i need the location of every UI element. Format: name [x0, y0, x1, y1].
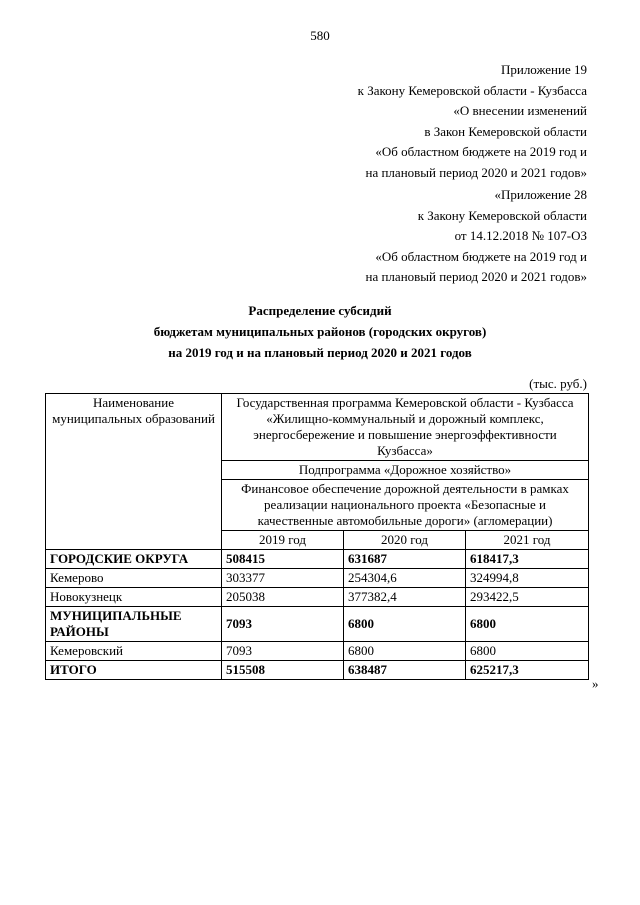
value-2020-cell: 254304,6 — [344, 569, 466, 588]
appendix-line: к Закону Кемеровской области — [417, 207, 587, 223]
header-year-2021: 2021 год — [466, 531, 589, 550]
header-row-program — [46, 394, 589, 461]
appendix-line: на плановый период 2020 и 2021 годов» — [365, 269, 587, 284]
appendix-line: к Закону Кемеровской области - Кузбасса — [357, 82, 587, 98]
title-line: бюджетам муниципальных районов (городских округов) — [153, 324, 487, 339]
value-2020-cell: 631687 — [344, 550, 466, 569]
title-line: на 2019 год и на плановый период 2020 и 2021 годов — [168, 345, 472, 360]
header-program: Государственная программа Кемеровской области - Кузбасса «Жилищно-коммунальный и дорожный комплекс, энергосбережение и повышение энергоэффективности Кузбасса» — [222, 394, 589, 461]
appendix-line: на плановый период 2020 и 2021 годов» — [365, 164, 587, 180]
units-label: (тыс. руб.) — [529, 376, 587, 391]
header-year-2019: 2019 год — [222, 531, 344, 550]
subsidy-table — [45, 393, 589, 680]
appendix-line: «Об областном бюджете на 2019 год и — [375, 144, 587, 159]
value-2020-cell: 638487 — [344, 661, 466, 680]
value-2020-cell: 6800 — [344, 642, 466, 661]
appendix-28-header — [366, 185, 588, 288]
value-2021-cell: 324994,8 — [466, 569, 589, 588]
value-2019-cell: 7093 — [222, 607, 344, 642]
document-title — [0, 300, 640, 363]
appendix-line: «Об областном бюджете на 2019 год и — [375, 248, 587, 264]
value-2019-cell: 303377 — [222, 569, 344, 588]
appendix-line: «О внесении изменений — [453, 103, 587, 118]
row-name-cell: ИТОГО — [46, 661, 222, 680]
table-row — [46, 661, 589, 680]
table-row — [46, 642, 589, 661]
header-activity: Финансовое обеспечение дорожной деятельности в рамках реализации национального проекта «Безопасные и качественные автомобильные дороги» (агломерации) — [222, 480, 589, 531]
appendix-line: от 14.12.2018 № 107-ОЗ — [454, 228, 587, 243]
value-2021-cell: 625217,3 — [466, 661, 589, 680]
value-2021-cell: 6800 — [466, 642, 589, 661]
value-2019-cell: 508415 — [222, 550, 344, 569]
appendix-19-header — [358, 60, 587, 183]
value-2019-cell: 205038 — [222, 588, 344, 607]
row-name-cell: ГОРОДСКИЕ ОКРУГА — [46, 550, 222, 569]
page-number: 580 — [310, 28, 330, 43]
row-name-cell: Новокузнецк — [46, 588, 222, 607]
value-2021-cell: 6800 — [466, 607, 589, 642]
row-name-cell: Кемерово — [46, 569, 222, 588]
row-name-cell: Кемеровский — [46, 642, 222, 661]
value-2020-cell: 6800 — [344, 607, 466, 642]
value-2019-cell: 7093 — [222, 642, 344, 661]
header-year-2020: 2020 год — [344, 531, 466, 550]
title-line: Распределение субсидий — [248, 303, 392, 318]
table-row — [46, 607, 589, 642]
value-2021-cell: 293422,5 — [466, 588, 589, 607]
closing-quote: » — [592, 676, 599, 691]
header-municipality-name: Наименование муниципальных образований — [46, 394, 222, 550]
appendix-line: «Приложение 28 — [494, 187, 587, 202]
value-2019-cell: 515508 — [222, 661, 344, 680]
appendix-line: в Закон Кемеровской области — [424, 123, 587, 139]
row-name-cell: МУНИЦИПАЛЬНЫЕ РАЙОНЫ — [46, 607, 222, 642]
table-row — [46, 588, 589, 607]
header-subprogram: Подпрограмма «Дорожное хозяйство» — [222, 461, 589, 480]
value-2021-cell: 618417,3 — [466, 550, 589, 569]
table-row — [46, 569, 589, 588]
value-2020-cell: 377382,4 — [344, 588, 466, 607]
table-row — [46, 550, 589, 569]
appendix-line: Приложение 19 — [500, 62, 587, 77]
